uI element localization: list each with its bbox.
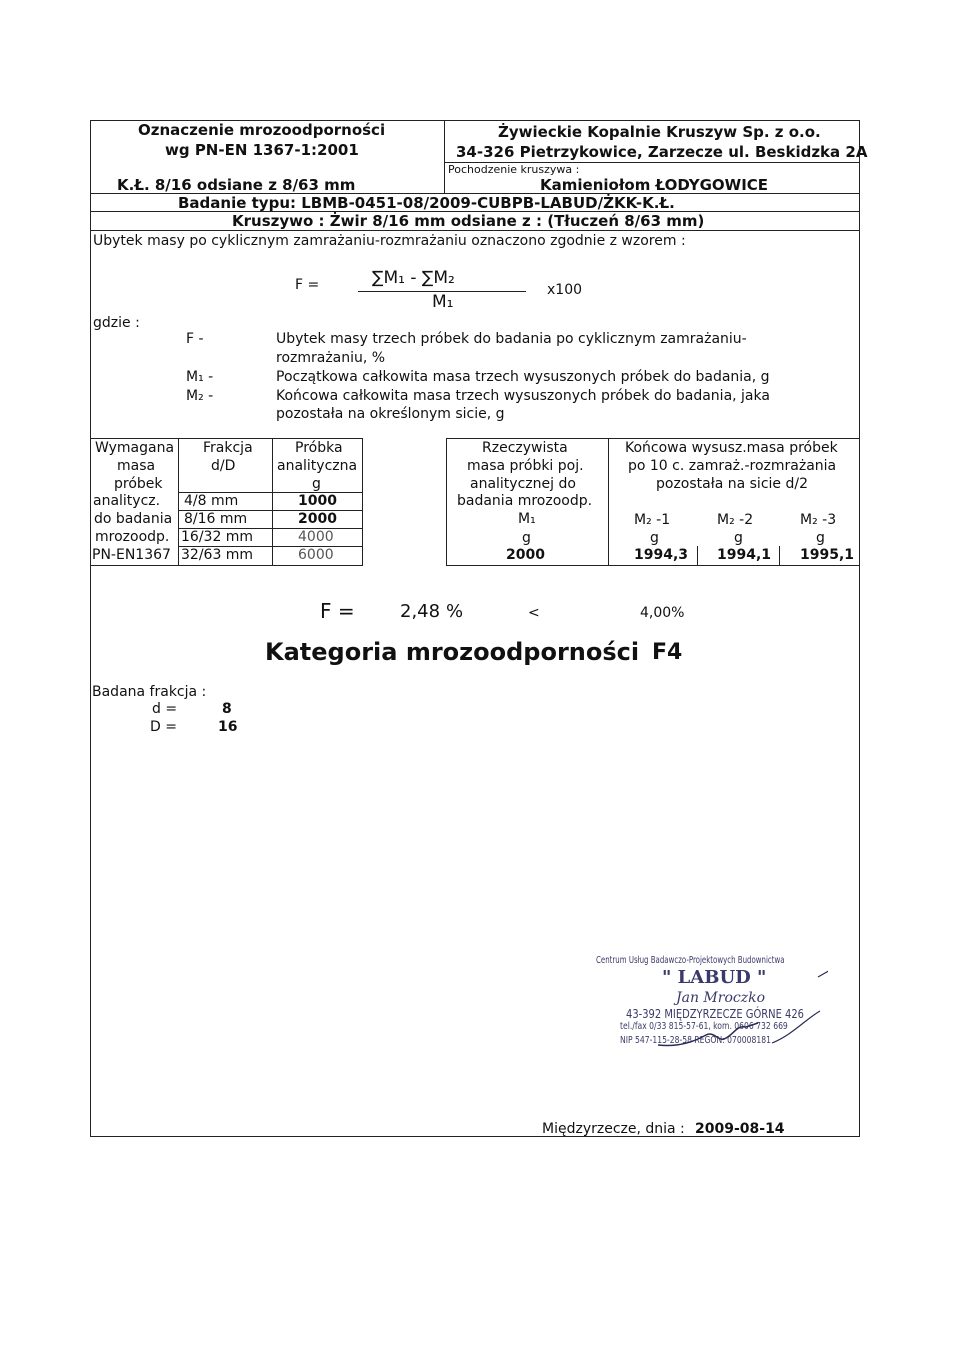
m2-label: M₂ -2 <box>717 512 754 528</box>
right-table-bottom <box>446 565 860 566</box>
D-label: D = <box>150 719 177 735</box>
m2-label: M₂ -1 <box>634 512 671 528</box>
frac-header-2: d/D <box>211 458 236 474</box>
def-f-text2: rozmrażaniu, % <box>276 350 386 366</box>
final-header-1: Końcowa wysusz.masa próbek <box>625 440 838 456</box>
mass-cell: 2000 <box>298 511 337 527</box>
tested-label: Badana frakcja : <box>92 684 207 700</box>
result-limit: 4,00% <box>640 605 685 621</box>
formula-lhs: F = <box>295 277 320 293</box>
signature-icon <box>596 955 828 1083</box>
intro-text: Ubytek masy po cyklicznym zamrażaniu-rozmrażaniu oznaczono zgodnie z wzorem : <box>93 233 686 249</box>
req-label-7: PN-EN1367 <box>92 547 171 563</box>
result-label: F = <box>320 599 355 623</box>
m1-value: 2000 <box>506 547 545 563</box>
company-stamp <box>596 955 828 1083</box>
test-type: Badanie typu: LBMB-0451-08/2009-CUBPB-LABUD/ŻKK-K.Ł. <box>178 194 675 212</box>
mass-cell: 6000 <box>298 547 334 563</box>
actual-header-2: masa próbki poj. <box>467 458 584 474</box>
right-table-v3 <box>697 546 698 566</box>
header-hline-4 <box>90 230 860 231</box>
result-operator: < <box>528 605 540 621</box>
m2-unit: g <box>816 530 825 546</box>
result-value: 2,48 <box>400 601 441 622</box>
stamp-line5: tel./fax 0/33 815-57-61, kom. 0606 732 669 <box>620 1021 788 1032</box>
stamp-line1: Centrum Usług Badawczo-Projektowych Budownictwa <box>596 955 785 966</box>
def-m1-text: Początkowa całkowita masa trzech wysuszonych próbek do badania, g <box>276 369 770 385</box>
sample-header-1: Próbka <box>295 440 343 456</box>
right-table-v2 <box>608 438 609 566</box>
frac-header-1: Frakcja <box>203 440 253 456</box>
title-line2: wg PN-EN 1367-1:2001 <box>165 141 359 159</box>
origin-label: Pochodzenie kruszywa : <box>448 163 580 176</box>
actual-header-4: badania mrozoodp. <box>457 493 593 509</box>
def-f-symbol: F - <box>186 331 204 347</box>
D-value: 16 <box>218 719 238 735</box>
def-m1-symbol: M₁ - <box>186 369 214 385</box>
req-label-6: mrozoodp. <box>95 529 170 545</box>
title-line1: Oznaczenie mrozoodporności <box>138 121 386 139</box>
left-table-top <box>90 438 362 439</box>
def-m2-symbol: M₂ - <box>186 388 214 404</box>
d-label: d = <box>152 701 178 717</box>
final-header-2: po 10 c. zamraż.-rozmrażania <box>628 458 837 474</box>
date-value: 2009-08-14 <box>695 1121 785 1137</box>
sample-header-2: analityczna <box>277 458 358 474</box>
fraction-cell: 32/63 mm <box>181 547 254 563</box>
fraction-cell: 4/8 mm <box>184 493 239 509</box>
where-label: gdzie : <box>93 315 140 331</box>
right-table-top <box>446 438 860 439</box>
right-table-v1 <box>446 438 447 566</box>
stamp-line6: NIP 547-115-28-58 REGON: 070008181 <box>620 1035 771 1046</box>
req-label-3: próbek <box>114 476 163 492</box>
category-label: Kategoria mrozoodporności <box>265 638 640 666</box>
actual-header-1: Rzeczywista <box>482 440 568 456</box>
left-table-bottom <box>90 565 362 566</box>
def-m2-text2: pozostała na określonym sicie, g <box>276 406 505 422</box>
stamp-line3: Jan Mroczko <box>676 990 766 1006</box>
category-value: F4 <box>652 640 683 665</box>
mass-cell: 1000 <box>298 493 337 509</box>
req-label-2: masa <box>117 458 156 474</box>
formula-denominator: M₁ <box>432 292 454 312</box>
def-f-text: Ubytek masy trzech próbek do badania po cyklicznym zamrażaniu- <box>276 331 747 347</box>
stamp-line2: " LABUD " <box>662 967 767 988</box>
right-table-v4 <box>779 546 780 566</box>
header-divider <box>444 121 445 193</box>
req-label-1: Wymagana <box>95 440 175 456</box>
m2-label: M₂ -3 <box>800 512 837 528</box>
fraction-cell: 16/32 mm <box>181 529 254 545</box>
formula-numerator: ∑M₁ - ∑M₂ <box>372 268 455 288</box>
m1-label: M₁ <box>518 511 536 527</box>
m1-unit: g <box>522 530 531 546</box>
req-label-4: analitycz. <box>93 493 161 509</box>
m2-value: 1994,1 <box>717 547 772 563</box>
fraction-cell: 8/16 mm <box>184 511 248 527</box>
mass-cell: 4000 <box>298 529 334 545</box>
m2-unit: g <box>734 530 743 546</box>
company-line2: 34-326 Pietrzykowice, Zarzecze ul. Beskidzka 2A <box>456 143 868 161</box>
sample-header-3: g <box>312 476 321 492</box>
place-date-label: Międzyrzecze, dnia : <box>542 1121 685 1137</box>
stamp-line4: 43-392 MIĘDZYRZECZE GÓRNE 426 <box>626 1007 804 1021</box>
final-header-3: pozostała na sicie d/2 <box>656 476 808 492</box>
left-table-v3 <box>362 438 363 566</box>
req-label-5: do badania <box>94 511 173 527</box>
aggregate-line: Kruszywo : Żwir 8/16 mm odsiane z : (Tłuczeń 8/63 mm) <box>232 212 705 230</box>
company-line1: Żywieckie Kopalnie Kruszyw Sp. z o.o. <box>498 123 821 141</box>
fraction-label: K.Ł. 8/16 odsiane z 8/63 mm <box>117 176 356 194</box>
m2-value: 1994,3 <box>634 547 689 563</box>
m2-value: 1995,1 <box>800 547 855 563</box>
formula-multiplier: x100 <box>547 282 583 298</box>
def-m2-text: Końcowa całkowita masa trzech wysuszonych próbek do badania, jaka <box>276 388 770 404</box>
actual-header-3: analitycznej do <box>470 476 576 492</box>
m2-unit: g <box>650 530 659 546</box>
quarry-name: Kamieniołom ŁODYGOWICE <box>540 176 769 194</box>
result-unit: % <box>446 601 464 622</box>
d-value: 8 <box>222 701 232 717</box>
